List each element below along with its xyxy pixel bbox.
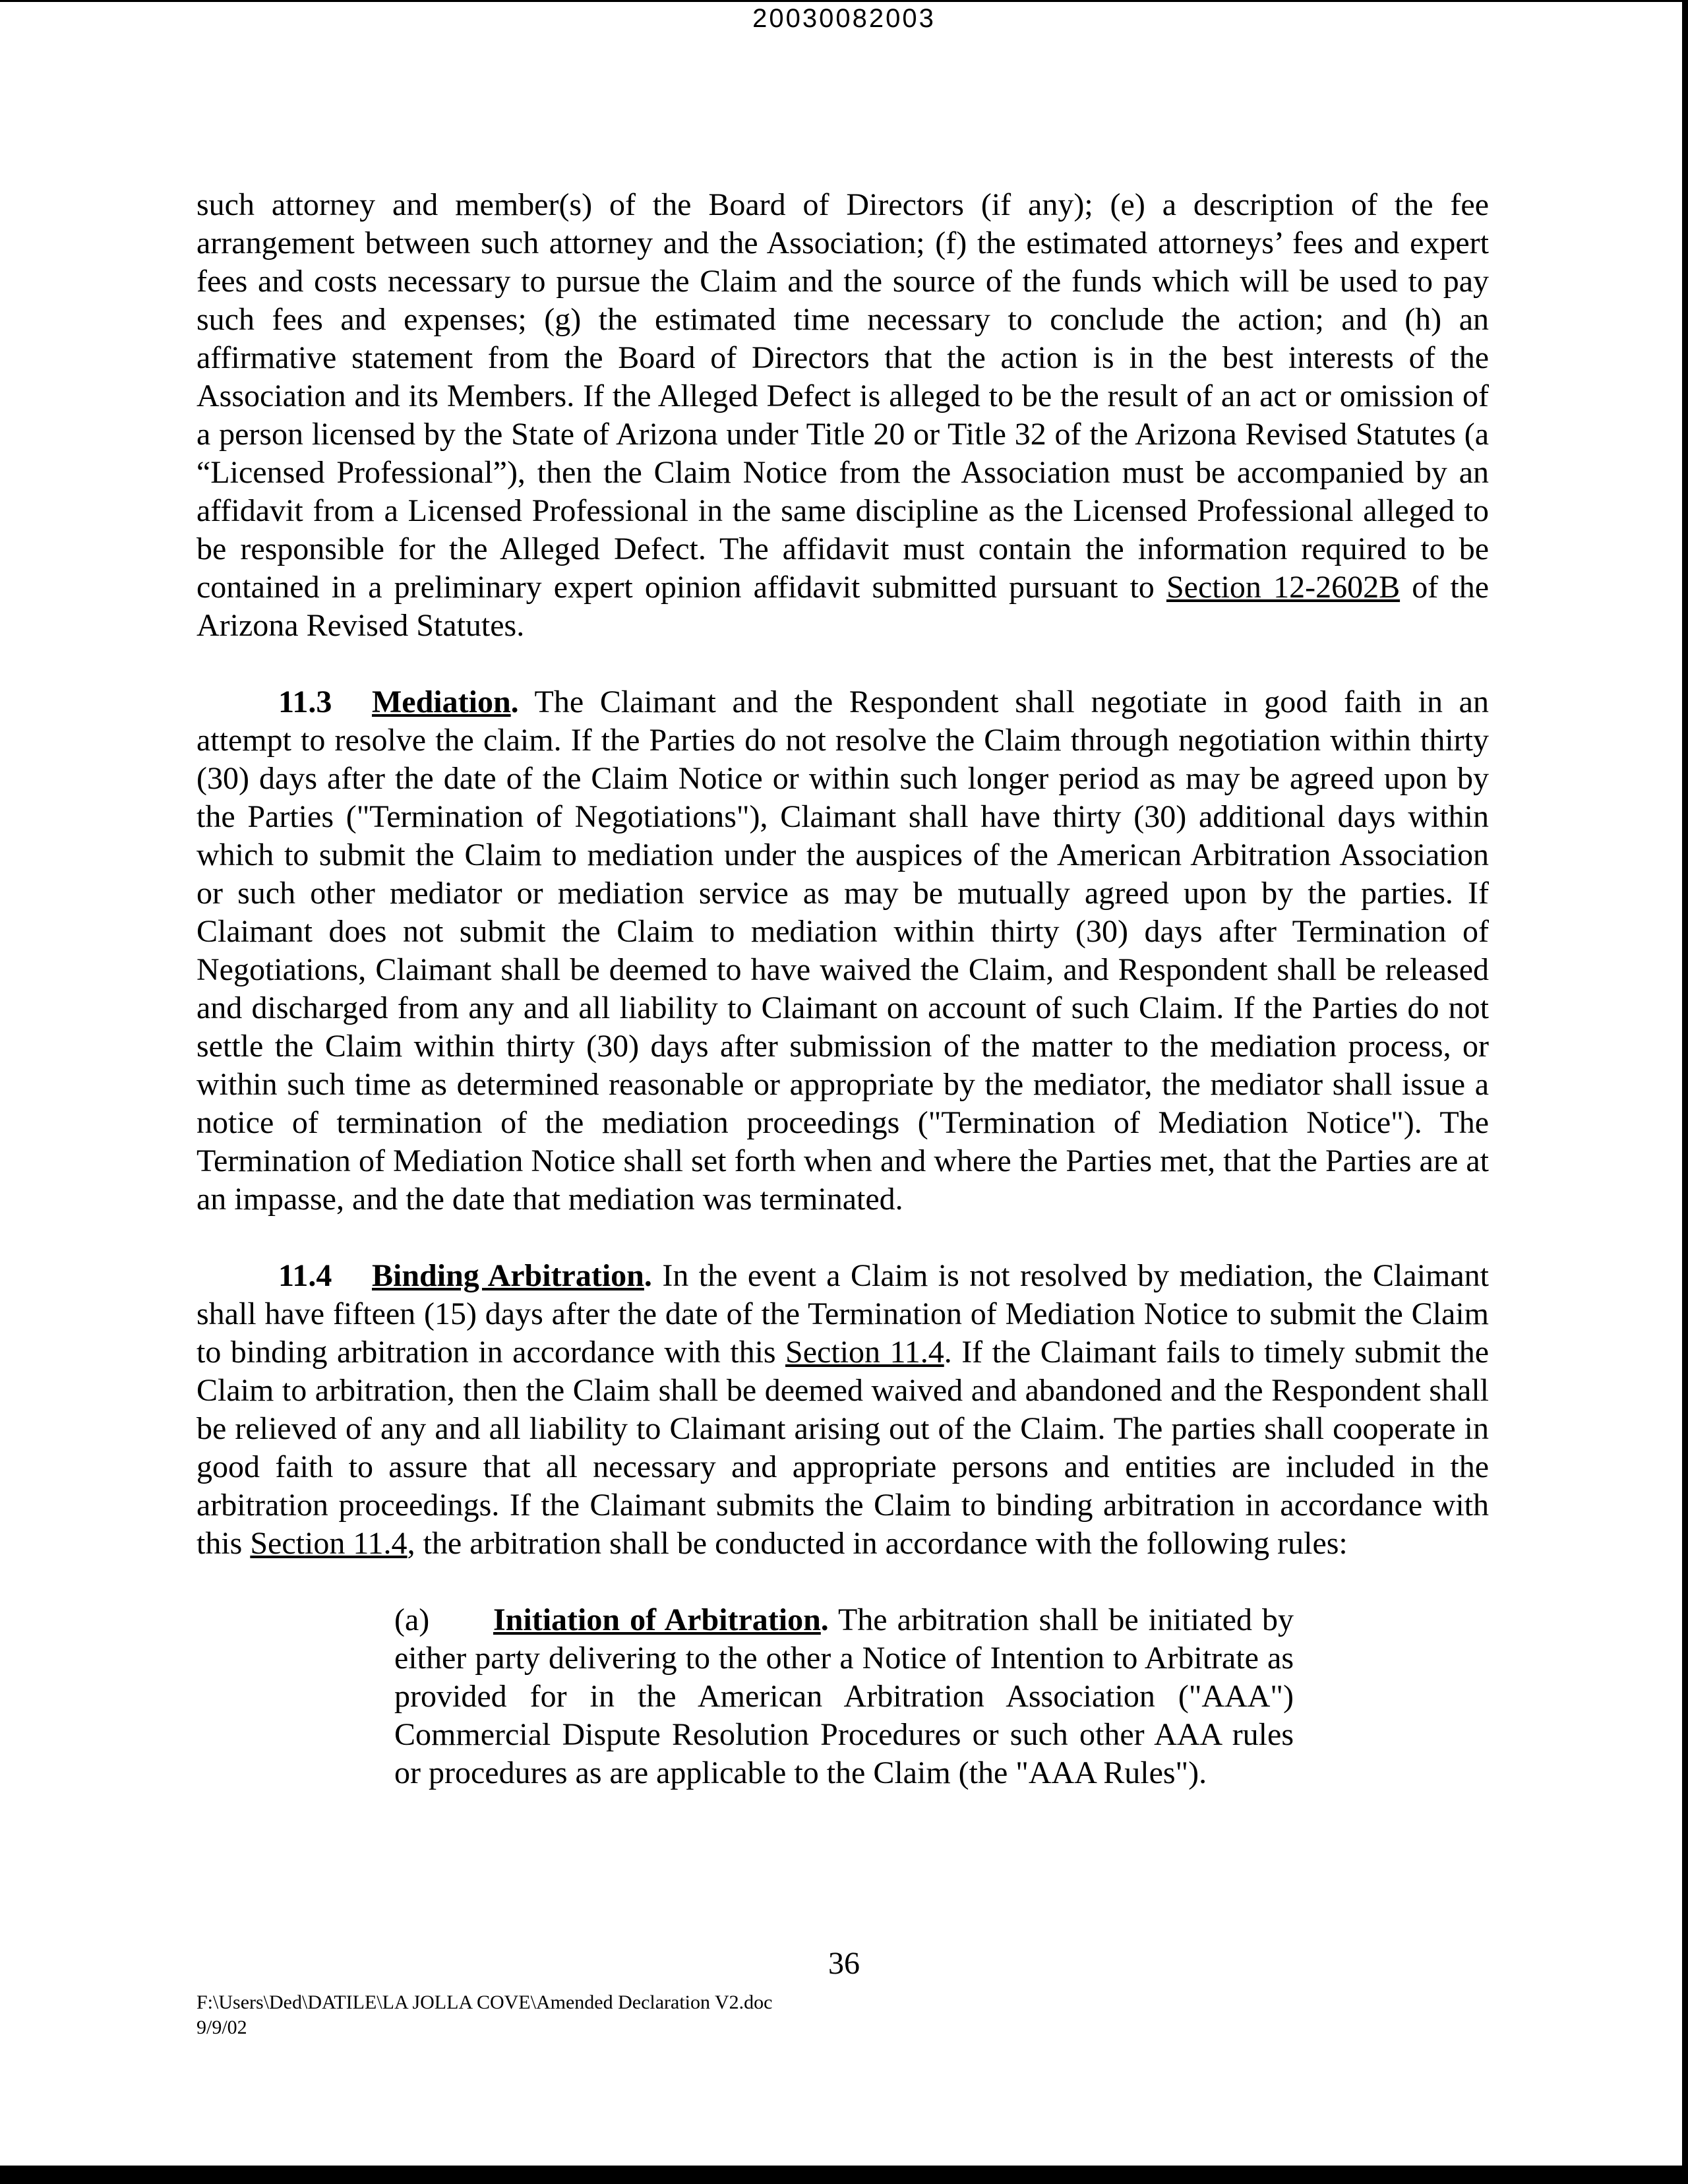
section-11-4: 11.4 Binding Arbitration. In the event a Claim is not resolved by mediation, the Claimant shall have fifteen (15) days after the date of the Termination of Mediation Notice to submit the Claim to binding arbitration in accordance with this Section 11.4. If the Claimant fails to timely submit the Claim to arbitration, then the Claim shall be deemed waived and abandoned and the Respondent shall be relieved of any and all liability to Claimant arising out of the Claim. The parties shall cooperate in good faith to assure that all necessary and appropriate persons and entities are included in the arbitration proceedings. If the Claimant submits the Claim to binding arbitration in accordance with this Section 11.4, the arbitration shall be conducted in accordance with the following rules: [196,1258,1490,1561]
footer-date: 9/9/02 [196,2017,247,2038]
file-path: F:\Users\Ded\DATILE\LA JOLLA COVE\Amended Declaration V2.doc [196,1991,773,2013]
paragraph-text: such attorney and member(s) of the Board of Directors (if any); (e) a description of the fee arrangement between such attorney and the Association; (f) the estimated attorneys’ fees and expert fees and costs necessary to pursue the Claim and the source of the funds which will be used to pay such fees and expenses; (g) the estimated time necessary to conclude the action; and (h) an affirmative statement from the Board of Directors that the action is in the best interests of the Association and its Members. If the Alleged Defect is alleged to be the result of an act or omission of a person licensed by the State of Arizona under Title 20 or Title 32 of the Arizona Revised Statutes (a “Licensed Professional”), then the Claim Notice from the Association must be accompanied by an affidavit from a Licensed Professional in the same discipline as the Licensed Professional alleged to be responsible for the Alleged Defect. The affidavit must contain the information required to be contained in a preliminary expert opinion affidavit submitted pursuant to [196,187,1489,605]
section-reference: Section 12-2602B [1166,570,1401,605]
paragraph-continuation [196,186,1489,645]
right-border [1682,0,1688,2184]
section-text: If the Claimant fails to timely submit the Claim to arbitration, then the Claim shall be deemed waived and abandoned and the Respondent shall be relieved of any and all liability to Claimant arising out of the Claim. The parties shall cooperate in good faith to assure that all necessary and appropriate persons and entities are included in the arbitration proceedings. If the Claimant submits the Claim to binding arbitration in accordance with this [196,1335,1489,1561]
section-11-3: 11.3 Mediation. The Claimant and the Respondent shall negotiate in good faith in an attempt to resolve the claim. If the Parties do not resolve the Claim through negotiation within thirty (30) days after the date of the Claim Notice or within such longer period as may be agreed upon by the Parties ("Termination of Negotiations"), Claimant shall have thirty (30) additional days within which to submit the Claim to mediation under the auspices of the American Arbitration Association or such other mediator or mediation service as may be mutually agreed upon by the parties. If Claimant does not submit the Claim to mediation within thirty (30) days after Termination of Negotiations, Claimant shall be deemed to have waived the Claim, and Respondent shall be released and discharged from any and all liability to Claimant on account of such Claim. If the Parties do not settle the Claim within thirty (30) days after submission of the matter to the mediation process, or within such time as determined reasonable or appropriate by the mediator, the mediator shall issue a notice of termination of the mediation proceedings ("Termination of Mediation Notice"). The Termination of Mediation Notice shall set forth when and where the Parties met, that the Parties are at an impasse, and the date that mediation was terminated. [196,684,1489,1217]
footer [196,1990,772,2040]
bottom-border [0,2166,1688,2184]
subsection-heading: Initiation of Arbitration [493,1602,821,1637]
section-number: 11.3 [278,684,332,719]
paragraph-text: of the Arizona Revised Statutes. [196,570,1490,643]
subsection-a: (a) Initiation of Arbitration. The arbitration shall be initiated by either party delivering to the other a Notice of Intention to Arbitrate as provided for in the American Arbitration Association ("AAA") Commercial Dispute Resolution Procedures or such other AAA rules or procedures as are applicable to the Claim (the "AAA Rules"). [394,1602,1294,1790]
section-text: the arbitration shall be conducted in accordance with the following rules: [423,1526,1348,1561]
section-heading: Binding Arbitration [372,1258,644,1293]
section-reference: Section 11.4 [250,1526,407,1561]
section-number: 11.4 [278,1258,332,1293]
document-id: 20030082003 [730,4,958,33]
document-id-header [0,1,1688,36]
document-body [196,186,1489,1831]
section-text: The Claimant and the Respondent shall negotiate in good faith in an attempt to resolve the claim. If the Parties do not resolve the Claim through negotiation within thirty (30) days after the date of the Claim Notice or within such longer period as may be agreed upon by the Parties ("Termination of Negotiations"), Claimant shall have thirty (30) additional days within which to submit the Claim to mediation under the auspices of the American Arbitration Association or such other mediator or mediation service as may be mutually agreed upon by the parties. If Claimant does not submit the Claim to mediation within thirty (30) days after Termination of Negotiations, Claimant shall be deemed to have waived the Claim, and Respondent shall be released and discharged from any and all liability to Claimant on account of such Claim. If the Parties do not settle the Claim within thirty (30) days after submission of the matter to the mediation process, or within such time as determined reasonable or appropriate by the mediator, the mediator shall issue a notice of termination of the mediation proceedings ("Termination of Mediation Notice"). The Termination of Mediation Notice shall set forth when and where the Parties met, that the Parties are at an impasse, and the date that mediation was terminated. [196,684,1489,1217]
section-reference: Section 11.4 [785,1335,944,1370]
subsection-text: The arbitration shall be initiated by either party delivering to the other a Notice of Intention to Arbitrate as provided for in the American Arbitration Association ("AAA") Commercial Dispute Resolution Procedures or such other AAA rules or procedures as are applicable to the Claim (the "AAA Rules"). [394,1602,1294,1790]
section-heading: Mediation [372,684,511,719]
subsection-label: (a) [394,1602,430,1637]
section-text: In the event a Claim is not resolved by mediation, the Claimant shall have fifteen (15) days after the date of the Termination of Mediation Notice to submit the Claim to binding arbitration in accordance with this [196,1258,1490,1370]
page-number: 36 [828,1946,860,1981]
